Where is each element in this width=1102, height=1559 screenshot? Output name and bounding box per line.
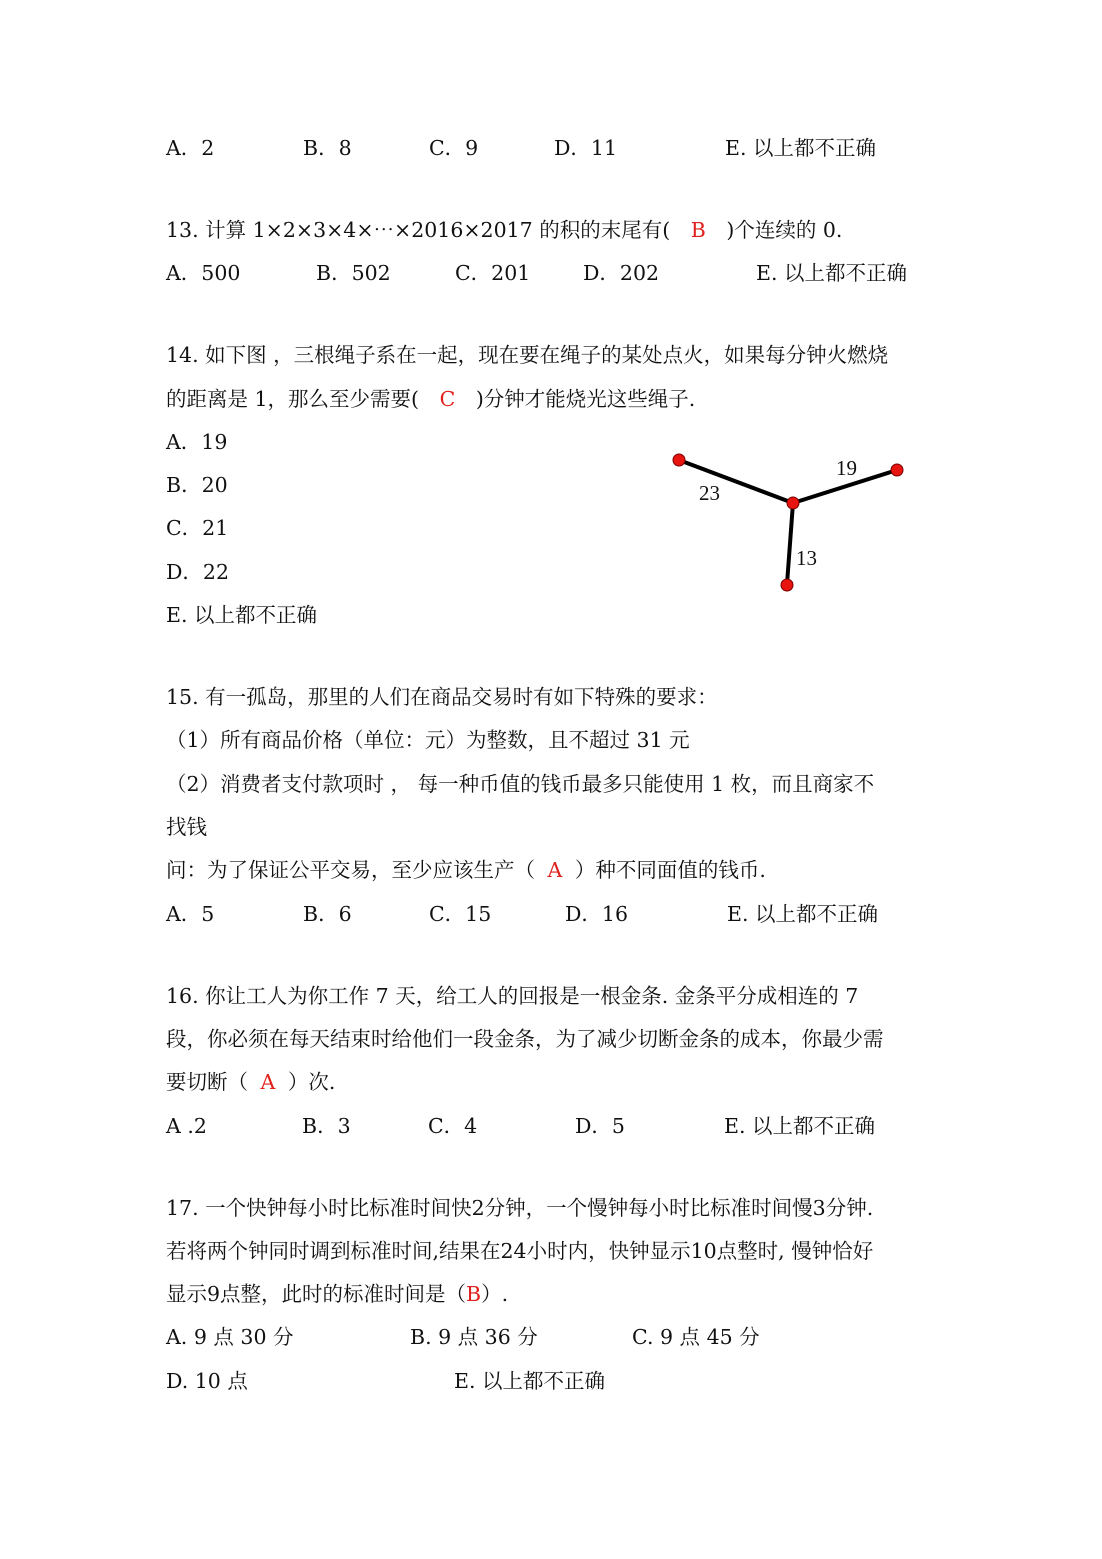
q14-stem-line2	[166, 385, 695, 413]
q17-option-b: B. 9 点 36 分	[410, 1325, 538, 1349]
q13-option-c: C．201	[455, 261, 531, 285]
rope-length-19: 19	[836, 456, 857, 480]
q13-option-e: E. 以上都不正确	[756, 261, 907, 285]
q14-stem-before: 的距离是 1，那么至少需要(	[166, 387, 420, 411]
rope-end-node	[673, 454, 685, 466]
q15-stem-line2: （1）所有商品价格（单位：元）为整数，且不超过 31 元	[166, 728, 690, 752]
q17-option-a: A. 9 点 30 分	[166, 1325, 294, 1349]
rope-length-23: 23	[699, 481, 720, 505]
rope-diagram	[660, 445, 920, 605]
q15-stem-line4: 找钱	[166, 815, 207, 839]
q12-option-b: B．8	[303, 136, 352, 160]
q16-option-d: D．5	[575, 1114, 625, 1138]
q16-option-e: E. 以上都不正确	[724, 1114, 875, 1138]
q14-option-b: B．20	[166, 473, 228, 497]
q14-option-a: A．19	[166, 430, 228, 454]
q14-stem-after: )分钟才能烧光这些绳子.	[475, 387, 696, 411]
q15-option-d: D．16	[565, 902, 629, 926]
q17-stem-line3	[166, 1280, 508, 1308]
q15-option-b: B．6	[303, 902, 352, 926]
q15-answer: A	[547, 858, 563, 882]
q15-option-a: A．5	[166, 902, 215, 926]
q16-stem-line2: 段，你必须在每天结束时给他们一段金条，为了减少切断金条的成本，你最少需	[166, 1027, 884, 1051]
q16-stem-line1: 16. 你让工人为你工作 7 天，给工人的回报是一根金条. 金条平分成相连的 7	[166, 984, 859, 1008]
rope-junction-node	[787, 497, 799, 509]
q14-option-e: E. 以上都不正确	[166, 603, 317, 627]
q17-stem-after: ）.	[481, 1282, 509, 1306]
rope-23	[679, 460, 793, 503]
q16-option-a: A .2	[166, 1114, 207, 1138]
q12-option-e: E. 以上都不正确	[725, 136, 876, 160]
q17-option-e: E. 以上都不正确	[454, 1369, 605, 1393]
q17-option-d: D. 10 点	[166, 1369, 248, 1393]
q14-option-d: D．22	[166, 560, 230, 584]
q17-answer: B	[466, 1282, 482, 1306]
rope-end-node	[891, 464, 903, 476]
rope-length-13: 13	[796, 546, 817, 570]
q17-option-c: C. 9 点 45 分	[632, 1325, 760, 1349]
q15-stem-before: 问：为了保证公平交易，至少应该生产（	[166, 858, 535, 882]
q17-stem-line2: 若将两个钟同时调到标准时间,结果在24小时内，快钟显示10点整时, 慢钟恰好	[166, 1239, 874, 1263]
q13-answer: B	[690, 218, 706, 242]
q16-stem-after: ）次.	[287, 1070, 336, 1094]
q15-stem-line1: 15. 有一孤岛，那里的人们在商品交易时有如下特殊的要求：	[166, 685, 718, 709]
q16-answer: A	[260, 1070, 276, 1094]
q13-option-b: B．502	[316, 261, 391, 285]
rope-end-node	[781, 579, 793, 591]
q13-stem	[166, 216, 842, 244]
q12-option-d: D．11	[554, 136, 618, 160]
q12-option-a: A．2	[166, 136, 215, 160]
q14-answer: C	[439, 387, 456, 411]
q15-option-c: C．15	[429, 902, 492, 926]
q17-stem-line1: 17. 一个快钟每小时比标准时间快2分钟，一个慢钟每小时比标准时间慢3分钟.	[166, 1196, 874, 1220]
q15-stem-line5	[166, 856, 766, 884]
q13-stem-before: 13. 计算 1×2×3×4×⋯×2016×2017 的积的末尾有(	[166, 218, 671, 242]
q16-option-b: B．3	[302, 1114, 351, 1138]
q16-stem-line3	[166, 1068, 335, 1096]
q14-option-c: C．21	[166, 516, 229, 540]
q13-stem-after: )个连续的 0.	[726, 218, 843, 242]
q14-stem-line1: 14. 如下图 ，三根绳子系在一起，现在要在绳子的某处点火，如果每分钟火燃烧	[166, 343, 889, 367]
q16-option-c: C．4	[428, 1114, 478, 1138]
rope-13	[787, 503, 793, 584]
q12-option-c: C．9	[429, 136, 479, 160]
q15-option-e: E. 以上都不正确	[727, 902, 878, 926]
q16-stem-before: 要切断（	[166, 1070, 248, 1094]
q13-option-a: A．500	[166, 261, 241, 285]
q13-option-d: D．202	[583, 261, 660, 285]
q15-stem-after: ）种不同面值的钱币.	[574, 858, 766, 882]
q15-stem-line3: （2）消费者支付款项时 ， 每一种币值的钱币最多只能使用 1 枚，而且商家不	[166, 772, 875, 796]
q17-stem-before: 显示9点整，此时的标准时间是（	[166, 1282, 467, 1306]
